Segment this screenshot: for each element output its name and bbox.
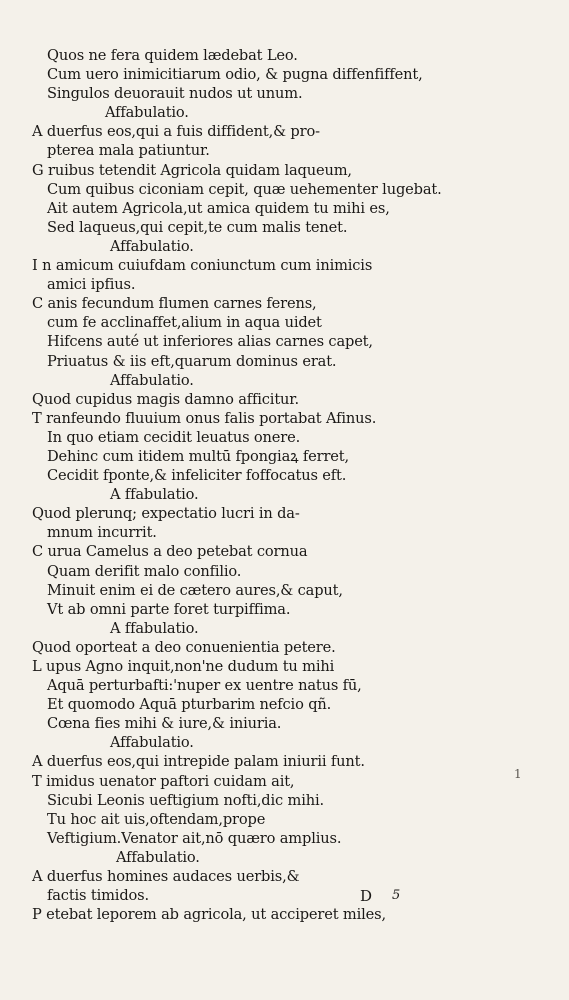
text-line: T ranfeundo fluuium onus falis portabat Afinus. bbox=[32, 409, 377, 427]
text-line: Tu hoc ait uis,oftendam,prope bbox=[47, 810, 266, 828]
text-line: Quos ne fera quidem lædebat Leo. bbox=[47, 47, 298, 64]
text-line: Sicubi Leonis ueftigium nofti,dic mihi. bbox=[47, 791, 324, 809]
text-line: A duerfus eos,qui intrepide palam iniurii funt. bbox=[32, 753, 365, 771]
text-line: mnum incurrit. bbox=[47, 524, 157, 542]
text-line: In quo etiam cecidit leuatus onere. bbox=[47, 428, 301, 446]
text-line: Sed laqueus,qui cepit,te cum malis tenet. bbox=[47, 218, 348, 236]
text-line: C anis fecundum flumen carnes ferens, bbox=[32, 295, 317, 313]
text-line: Quod oporteat a deo conuenientia petere. bbox=[32, 638, 336, 656]
text-line: L upus Agno inquit,non'ne dudum tu mihi bbox=[32, 658, 335, 675]
text-line: Veftigium.Venator ait,nō quæro amplius. bbox=[47, 829, 342, 847]
affabulatio-heading: Affabulatio. bbox=[105, 104, 189, 122]
affabulatio-heading: Affabulatio. bbox=[110, 734, 194, 752]
text-line: Cum quibus ciconiam cepit, quæ uehementer lugebat. bbox=[47, 180, 442, 198]
text-line: pterea mala patiuntur. bbox=[47, 142, 210, 160]
text-line: factis timidos. bbox=[47, 887, 149, 905]
text-line: Priuatus & iis eft,quarum dominus erat. bbox=[47, 352, 337, 370]
margin-mark: 1 bbox=[514, 767, 522, 781]
affabulatio-heading: A ffabulatio. bbox=[110, 619, 199, 637]
text-line: cum fe acclinaffet,alium in aqua uidet bbox=[47, 314, 322, 332]
text-line: Vt ab omni parte foret turpiffima. bbox=[47, 600, 291, 618]
signature-number: 5 bbox=[392, 888, 401, 903]
text-line: P etebat leporem ab agricola, ut acciperet miles, bbox=[32, 906, 386, 924]
text-line: Singulos deuorauit nudos ut unum. bbox=[47, 85, 303, 103]
text-line: T imidus uenator paftori cuidam ait, bbox=[32, 772, 295, 790]
page-footer bbox=[0, 884, 569, 908]
text-line: Hifcens auté ut inferiores alias carnes capet, bbox=[47, 333, 373, 351]
text-line: C urua Camelus a deo petebat cornua bbox=[32, 543, 308, 561]
text-line: Cum uero inimicitiarum odio, & pugna diffenfiffent, bbox=[47, 66, 423, 84]
affabulatio-heading: Affabulatio. bbox=[110, 237, 194, 255]
text-line: Et quomodo Aquā pturbarim nefcio qñ. bbox=[47, 696, 332, 714]
text-line: Quod plerunq; expectatio lucri in da- bbox=[32, 505, 300, 523]
text-line: Quam derifit malo confilio. bbox=[47, 562, 242, 580]
text-line: amici ipfius. bbox=[47, 276, 136, 294]
signature-mark: D bbox=[360, 887, 373, 905]
text-line: Ait autem Agricola,ut amica quidem tu mihi es, bbox=[47, 199, 390, 217]
text-block bbox=[0, 46, 569, 924]
affabulatio-heading: Affabulatio. bbox=[116, 848, 200, 866]
text-line: G ruibus tetendit Agricola quidam laqueum, bbox=[32, 161, 352, 179]
text-line: A duerfus homines audaces uerbis,& bbox=[32, 868, 300, 886]
text-line: Cœna fies mihi & iure,& iniuria. bbox=[47, 715, 282, 733]
text-line: A duerfus eos,qui a fuis diffident,& pro- bbox=[32, 123, 320, 141]
text-line: Minuit enim ei de cætero aures,& caput, bbox=[47, 581, 343, 599]
text-line: Cecidit fponte,& infeliciter foffocatus eft. bbox=[47, 467, 347, 485]
text-line: Quod cupidus magis damno afficitur. bbox=[32, 390, 299, 408]
text-line: I n amicum cuiufdam coniunctum cum inimicis bbox=[32, 257, 373, 275]
text-line: Dehinc cum itidem multū fpongiaꝝ ferret, bbox=[47, 447, 349, 465]
text-line: Aquā perturbafti:'nuper ex uentre natus fū, bbox=[47, 677, 362, 695]
affabulatio-heading: Affabulatio. bbox=[110, 371, 194, 389]
affabulatio-heading: A ffabulatio. bbox=[110, 486, 199, 504]
